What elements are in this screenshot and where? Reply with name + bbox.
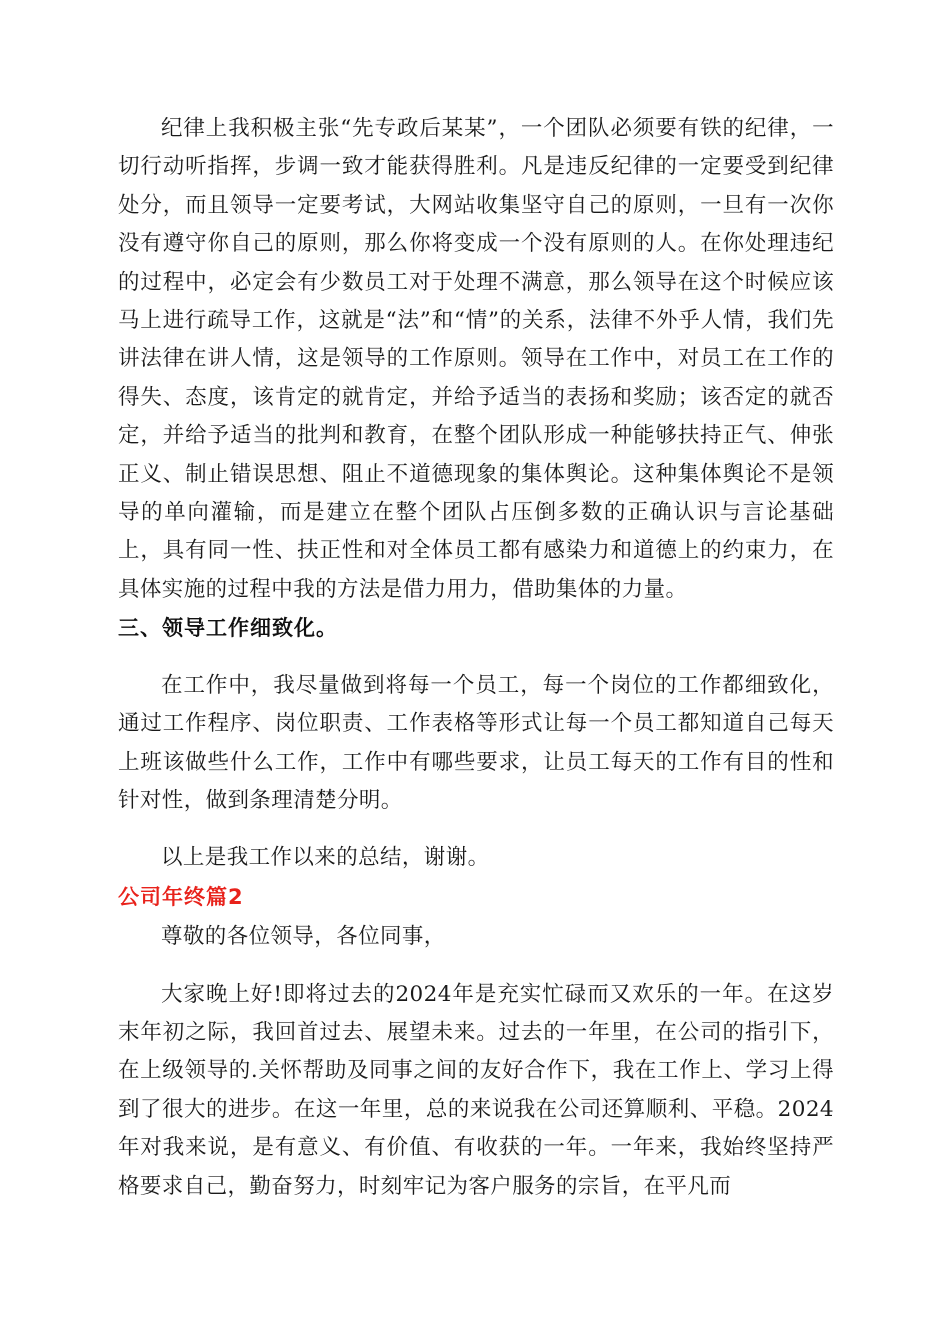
paragraph-detailed-work: 在工作中，我尽量做到将每一个员工，每一个岗位的工作都细致化，通过工作程序、岗位职责、工作表格等形式让每一个员工都知道自己每天上班该做些什么工作，工作中有哪些要求，让员工每天的工作有目的性和针对性，做到条理清楚分明。 (118, 672, 834, 813)
greeting: 尊敬的各位领导，各位同事， (161, 924, 446, 950)
heading-section-three: 三、领导工作细致化。 (118, 616, 338, 641)
paragraph-year-review: 大家晚上好!即将过去的2024年是充实忙碌而又欢乐的一年。在这岁末年初之际，我回首过去、展望未来。过去的一年里，在公司的指引下，在上级领导的.关怀帮助及同事之间的友好合作下，我在工作上、学习上得到了很大的进步。在这一年里，总的来说我在公司还算顺利、平稳。2024年对我来说，是有意义、有价值、有收获的一年。一年来，我始终坚持严格要求自己，勤奋努力，时刻牢记为客户服务的宗旨，在平凡而 (118, 981, 834, 1199)
section-title: 公司年终篇2 (118, 884, 244, 909)
document-page (118, 110, 834, 1206)
paragraph-discipline: 纪律上我积极主张“先专政后某某”，一个团队必须要有铁的纪律，一切行动听指挥，步调一致才能获得胜利。凡是违反纪律的一定要受到纪律处分，而且领导一定要考试，大网站收集坚守自己的原则，一旦有一次你没有遵守你自己的原则，那么你将变成一个没有原则的人。在你处理违纪的过程中，必定会有少数员工对于处理不满意，那么领导在这个时候应该马上进行疏导工作，这就是“法”和“情”的关系，法律不外乎人情，我们先讲法律在讲人情，这是领导的工作原则。领导在工作中，对员工在工作的得失、态度，该肯定的就肯定，并给予适当的表扬和奖励；该否定的就否定，并给予适当的批判和教育，在整个团队形成一种能够扶持正气、伸张正义、制止错误思想、阻止不道德现象的集体舆论。这种集体舆论不是领导的单向灌输，而是建立在整个团队占压倒多数的正确认识与言论基础上，具有同一性、扶正性和对全体员工都有感染力和道德上的约束力，在具体实施的过程中我的方法是借力用力，借助集体的力量。 (118, 116, 834, 602)
paragraph-closing: 以上是我工作以来的总结，谢谢。 (161, 845, 490, 871)
